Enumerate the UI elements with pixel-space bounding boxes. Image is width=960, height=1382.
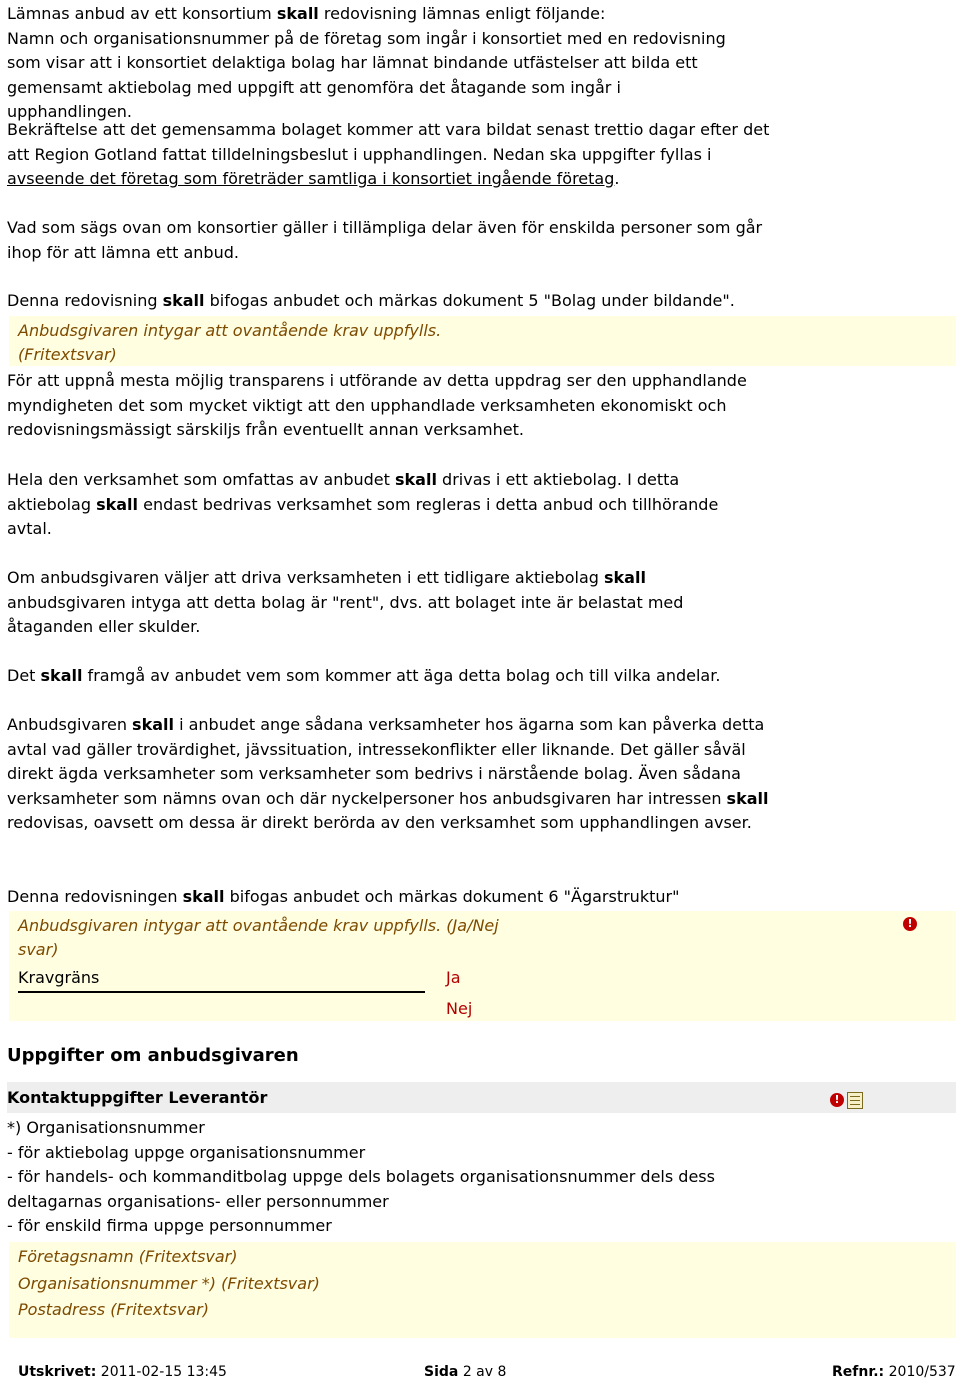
intro-text: Lämnas anbud av ett konsortium xyxy=(7,4,277,23)
option-nej[interactable]: Nej xyxy=(446,999,473,1018)
answer-box-1-question: Anbudsgivaren intygar att ovantående krav uppfylls. xyxy=(18,321,442,340)
answer-box-2-question: Anbudsgivaren intygar att ovantående krav uppfylls. (Ja/Nej svar) xyxy=(18,916,499,959)
contact-instructions xyxy=(7,1116,767,1239)
related-business-bold-2: skall xyxy=(726,788,769,808)
intro-paragraph xyxy=(7,2,747,125)
confirmation-paragraph xyxy=(7,118,777,192)
related-business-text-c: i anbudet ange sådana verksamheter hos ägarna som kan påverka detta avtal vad gäller trovärdighet, jävssituation, intressekonflikter eller liknande. Det gäller såväl direkt ägda verksamheter som verksamheter som bedrivs i närstående bolag. Även sådana verksamheter som nämns ovan och där nyckelpersoner hos anbudsgivaren har intressen xyxy=(7,715,765,808)
ownership-text-a: Det xyxy=(7,666,41,685)
confirmation-text: Bekräftelse att det gemensamma bolaget kommer att vara bildat senast trettio dagar efter det att Region Gotland fattat tilldelningsbeslut i upphandlingen. Nedan ska uppgifter fyllas i xyxy=(7,120,770,164)
ownership-text-c: framgå av anbudet vem som kommer att äga detta bolag och till vilka andelar. xyxy=(82,666,721,685)
footer-printed-label: Utskrivet: xyxy=(18,1364,97,1380)
exclamation-icon: ! xyxy=(903,917,917,931)
attachment6-paragraph xyxy=(7,885,907,910)
related-business-bold-1: skall xyxy=(132,715,174,734)
attachment5-text: Denna redovisning xyxy=(7,291,163,310)
footer-ref xyxy=(832,1364,956,1380)
kravgrans-line xyxy=(18,991,425,993)
footer-ref-value: 2010/537 xyxy=(888,1364,956,1380)
footer-printed xyxy=(18,1364,227,1380)
existing-company-bold: skall xyxy=(604,568,646,587)
aktiebolag-bold-2: skall xyxy=(96,494,139,514)
confirmation-underlined: avseende det företag som företräder samtliga i konsortiet ingående företag xyxy=(7,169,615,189)
aktiebolag-text-c: drivas i ett aktiebolag. I detta aktiebolag xyxy=(7,470,680,514)
footer-page xyxy=(424,1364,506,1380)
related-business-text-e: redovisas, oavsett om dessa är direkt berörda av den verksamhet som upphandlingen avser. xyxy=(7,813,752,833)
existing-company-text-c: anbudsgivaren intyga att detta bolag är "rent", dvs. att bolaget inte är belastat med åtaganden eller skulder. xyxy=(7,592,684,637)
footer-printed-value: 2011-02-15 13:45 xyxy=(100,1364,227,1380)
aktiebolag-text-a: Hela den verksamhet som omfattas av anbudet xyxy=(7,470,396,489)
aktiebolag-text-e: endast bedrivas verksamhet som regleras i detta anbud och tillhörande avtal. xyxy=(7,494,719,539)
answer-box-2 xyxy=(9,911,956,1021)
contact-line: - för enskild firma uppge personnummer xyxy=(7,1216,332,1236)
existing-company-paragraph xyxy=(7,566,727,640)
transparency-paragraph xyxy=(7,369,787,443)
postal-address-field[interactable]: Postadress (Fritextsvar) xyxy=(18,1300,209,1319)
answer-box-1-type: (Fritextsvar) xyxy=(18,345,117,364)
aktiebolag-paragraph xyxy=(7,468,757,542)
ownership-paragraph xyxy=(7,664,907,689)
footer-page-value: 2 av 8 xyxy=(462,1364,507,1380)
intro-body: Namn och organisationsnummer på de företag som ingår i konsortiet med en redovisning som visar att i konsortiet delaktiga bolag har lämnat bindande utfästelser att bilda ett gemensamt aktiebolag med uppgift att genomföra det åtagande som ingår i upphandlingen. xyxy=(7,28,726,121)
attachment5-paragraph xyxy=(7,289,907,314)
footer-ref-label: Refnr.: xyxy=(832,1364,885,1380)
org-number-field[interactable]: Organisationsnummer *) (Fritextsvar) xyxy=(18,1273,320,1293)
contact-line: *) Organisationsnummer xyxy=(7,1118,205,1137)
related-business-paragraph xyxy=(7,713,787,836)
existing-company-text-a: Om anbudsgivaren väljer att driva verksamheten i ett tidligare aktiebolag xyxy=(7,568,604,587)
kravgrans-label: Kravgräns xyxy=(18,968,100,987)
contact-line: - för aktiebolag uppge organisationsnummer xyxy=(7,1142,366,1162)
contact-line: - för handels- och kommanditbolag uppge dels bolagets organisationsnummer dels dess deltagarnas organisations- eller personnummer xyxy=(7,1167,715,1211)
consortium-note-text: Vad som sägs ovan om konsortier gäller i tillämpliga delar även för enskilda personer som går ihop för att lämna ett anbud. xyxy=(7,218,763,262)
option-ja[interactable]: Ja xyxy=(446,968,461,987)
footer-page-label: Sida xyxy=(424,1364,459,1380)
attachment6-bold: skall xyxy=(182,887,225,906)
section-heading: Uppgifter om anbudsgivaren xyxy=(7,1045,299,1066)
consortium-note-paragraph xyxy=(7,216,777,265)
attachment6-text-a: Denna redovisningen xyxy=(7,887,183,906)
answer-box-1[interactable] xyxy=(9,316,956,366)
aktiebolag-bold-1: skall xyxy=(395,470,437,489)
contact-fields-box xyxy=(9,1242,956,1338)
attachment5-text-end: bifogas anbudet och märkas dokument 5 "Bolag under bildande". xyxy=(204,291,735,310)
attachment6-text-c: bifogas anbudet och märkas dokument 6 "Ägarstruktur" xyxy=(224,887,680,906)
exclamation-icon: ! xyxy=(830,1093,844,1107)
intro-bold: skall xyxy=(276,4,319,23)
transparency-text: För att uppnå mesta möjlig transparens i utförande av detta uppdrag ser den upphandlande myndigheten det som mycket viktigt att den upphandlade verksamheten ekonomiskt och redovisningsmässigt särskiljs från eventuellt annan verksamhet. xyxy=(7,371,747,440)
company-name-field[interactable]: Företagsnamn (Fritextsvar) xyxy=(18,1247,238,1266)
ownership-bold: skall xyxy=(40,666,83,685)
attachment5-bold: skall xyxy=(162,291,205,310)
contact-fields xyxy=(18,1244,320,1324)
contact-heading: Kontaktuppgifter Leverantör xyxy=(7,1088,268,1107)
intro-text-end: redovisning lämnas enligt följande: xyxy=(318,4,606,23)
contact-heading-bar xyxy=(7,1082,956,1113)
related-business-text-a: Anbudsgivaren xyxy=(7,715,133,734)
confirmation-end: . xyxy=(614,169,620,189)
document-icon[interactable] xyxy=(847,1092,863,1109)
